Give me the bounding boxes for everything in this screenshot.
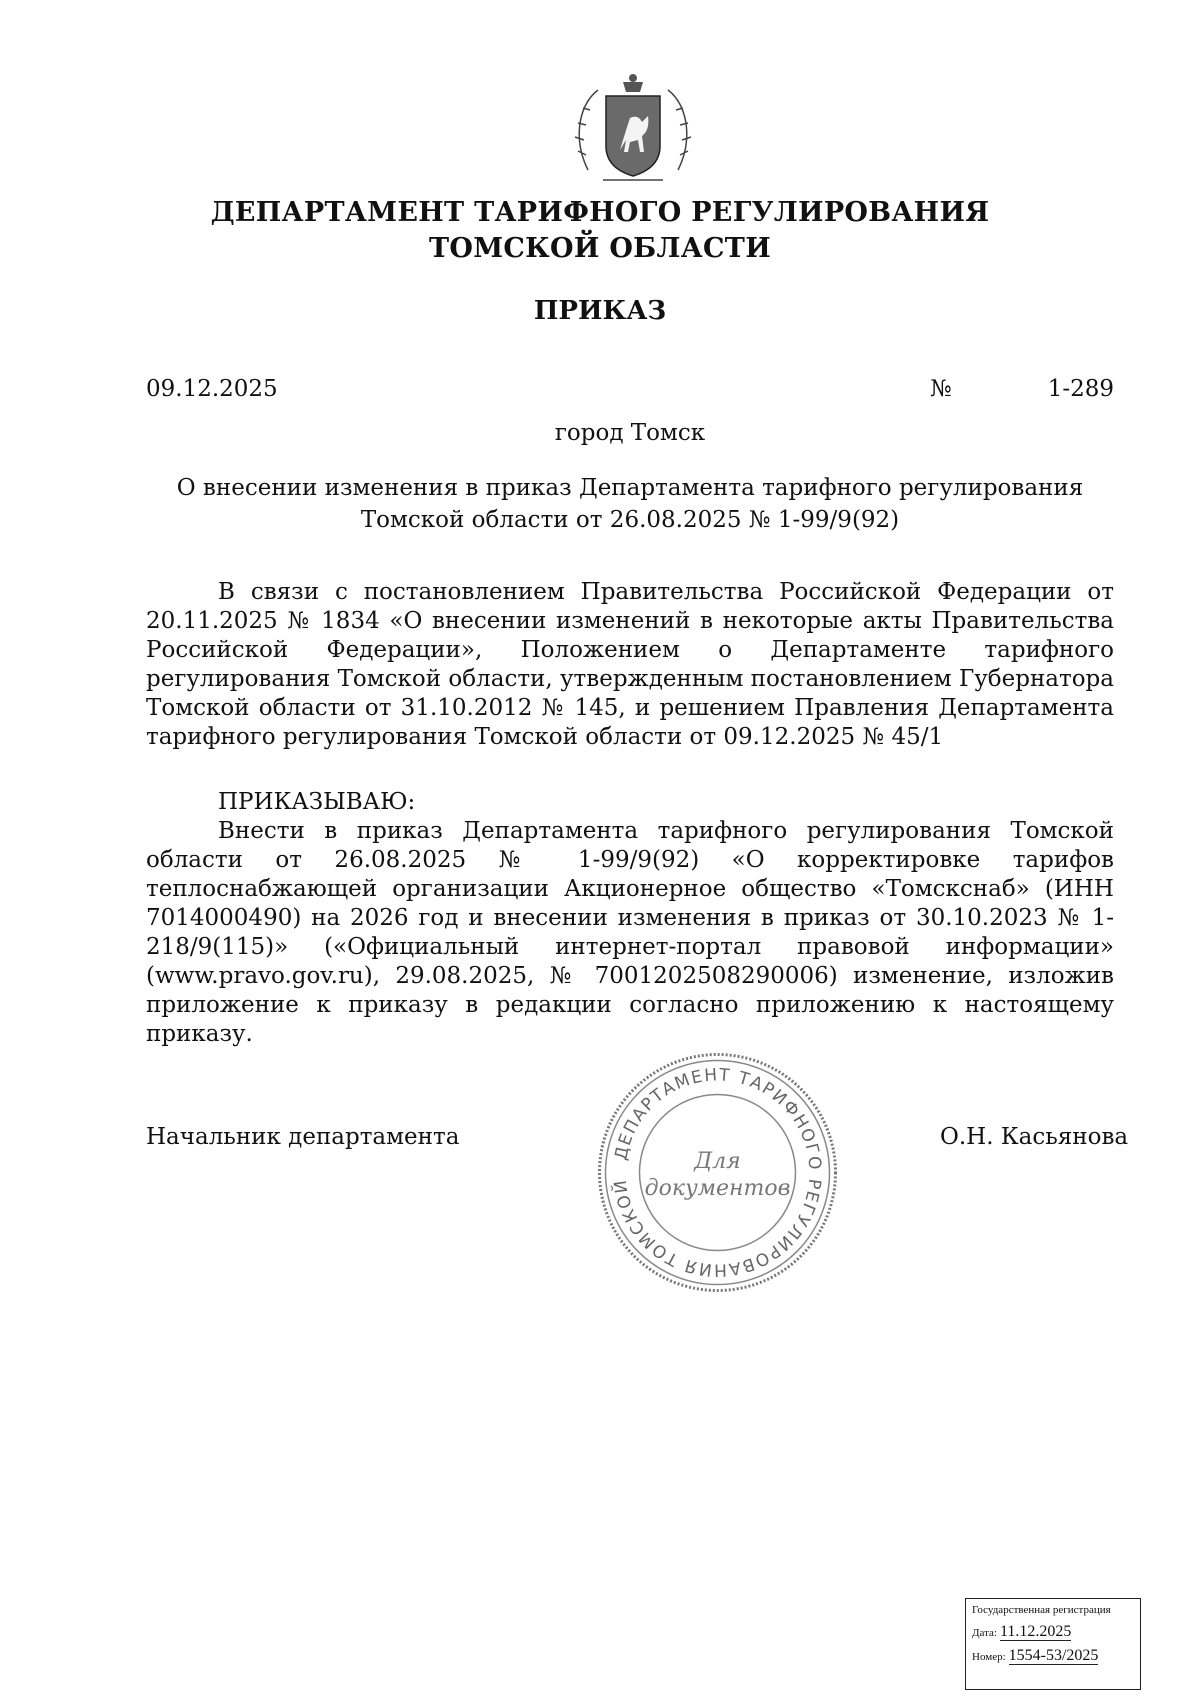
organization-title-line1: ДЕПАРТАМЕНТ ТАРИФНОГО РЕГУЛИРОВАНИЯ — [210, 197, 990, 228]
registration-date-row — [972, 1623, 1134, 1641]
signatory-position: Начальник департамента — [146, 1124, 460, 1150]
document-type-title: ПРИКАЗ — [533, 296, 667, 326]
order-number — [930, 374, 1114, 404]
order-date: 09.12.2025 — [146, 376, 278, 402]
registration-title: Государственная регистрация — [972, 1604, 1111, 1616]
order-subject-line2: Томской области от 26.08.2025 № 1-99/9(92) — [360, 507, 900, 533]
seal-center-line2: документов — [644, 1176, 791, 1201]
seal-center-line1: Для — [694, 1149, 741, 1174]
registration-box — [965, 1598, 1141, 1690]
seal-ring-text: ДЕПАРТАМЕНТ ТАРИФНОГО РЕГУЛИРОВАНИЯ ТОМСКОЙ — [610, 1065, 825, 1280]
registration-number-label: Номер: — [972, 1651, 1006, 1663]
city: город Томск — [554, 420, 706, 446]
order-paragraph: Внести в приказ Департамента тарифного регулирования Томской области от 26.08.2025 № 1-99/9(92) «О корректировке тарифов теплоснабжающей организации Акционерное общество «Томскснаб» (ИНН 7014000490) на 2026 год и внесении изменения в приказ от 30.10.2023 № 1-218/9(115)» («Официальный интернет-портал правовой информации» (www.pravo.gov.ru), 29.08.2025, № 7001202508290006) изменение, изложив приложение к приказу в редакции согласно приложению к настоящему приказу. — [146, 818, 1114, 1047]
order-heading: ПРИКАЗЫВАЮ: — [218, 789, 416, 815]
signatory-name: О.Н. Касьянова — [940, 1124, 1129, 1150]
number-sign: № — [930, 376, 952, 402]
registration-number: 1554-53/2025 — [1008, 1647, 1099, 1664]
order-subject — [146, 472, 1114, 536]
coat-of-arms-emblem — [568, 70, 698, 190]
registration-date-label: Дата: — [972, 1627, 997, 1639]
preamble-paragraph: В связи с постановлением Правительства Российской Федерации от 20.11.2025 № 1834 «О внесении изменений в некоторые акты Правительства Российской Федерации», Положением о Департаменте тарифного регулирования Томской области, утвержденным постановлением Губернатора Томской области от 31.10.2012 № 145, и решением Правления Департамента тарифного регулирования Томской области от 09.12.2025 № 45/1 — [146, 579, 1114, 750]
organization-title-line2: ТОМСКОЙ ОБЛАСТИ — [428, 233, 772, 264]
registration-number-row — [972, 1647, 1134, 1665]
registration-date: 11.12.2025 — [999, 1623, 1072, 1640]
order-subject-line1: О внесении изменения в приказ Департамента тарифного регулирования — [176, 475, 1084, 501]
organization-title — [0, 195, 1200, 267]
order-number-value: 1-289 — [1047, 376, 1114, 402]
official-seal — [595, 1050, 840, 1295]
